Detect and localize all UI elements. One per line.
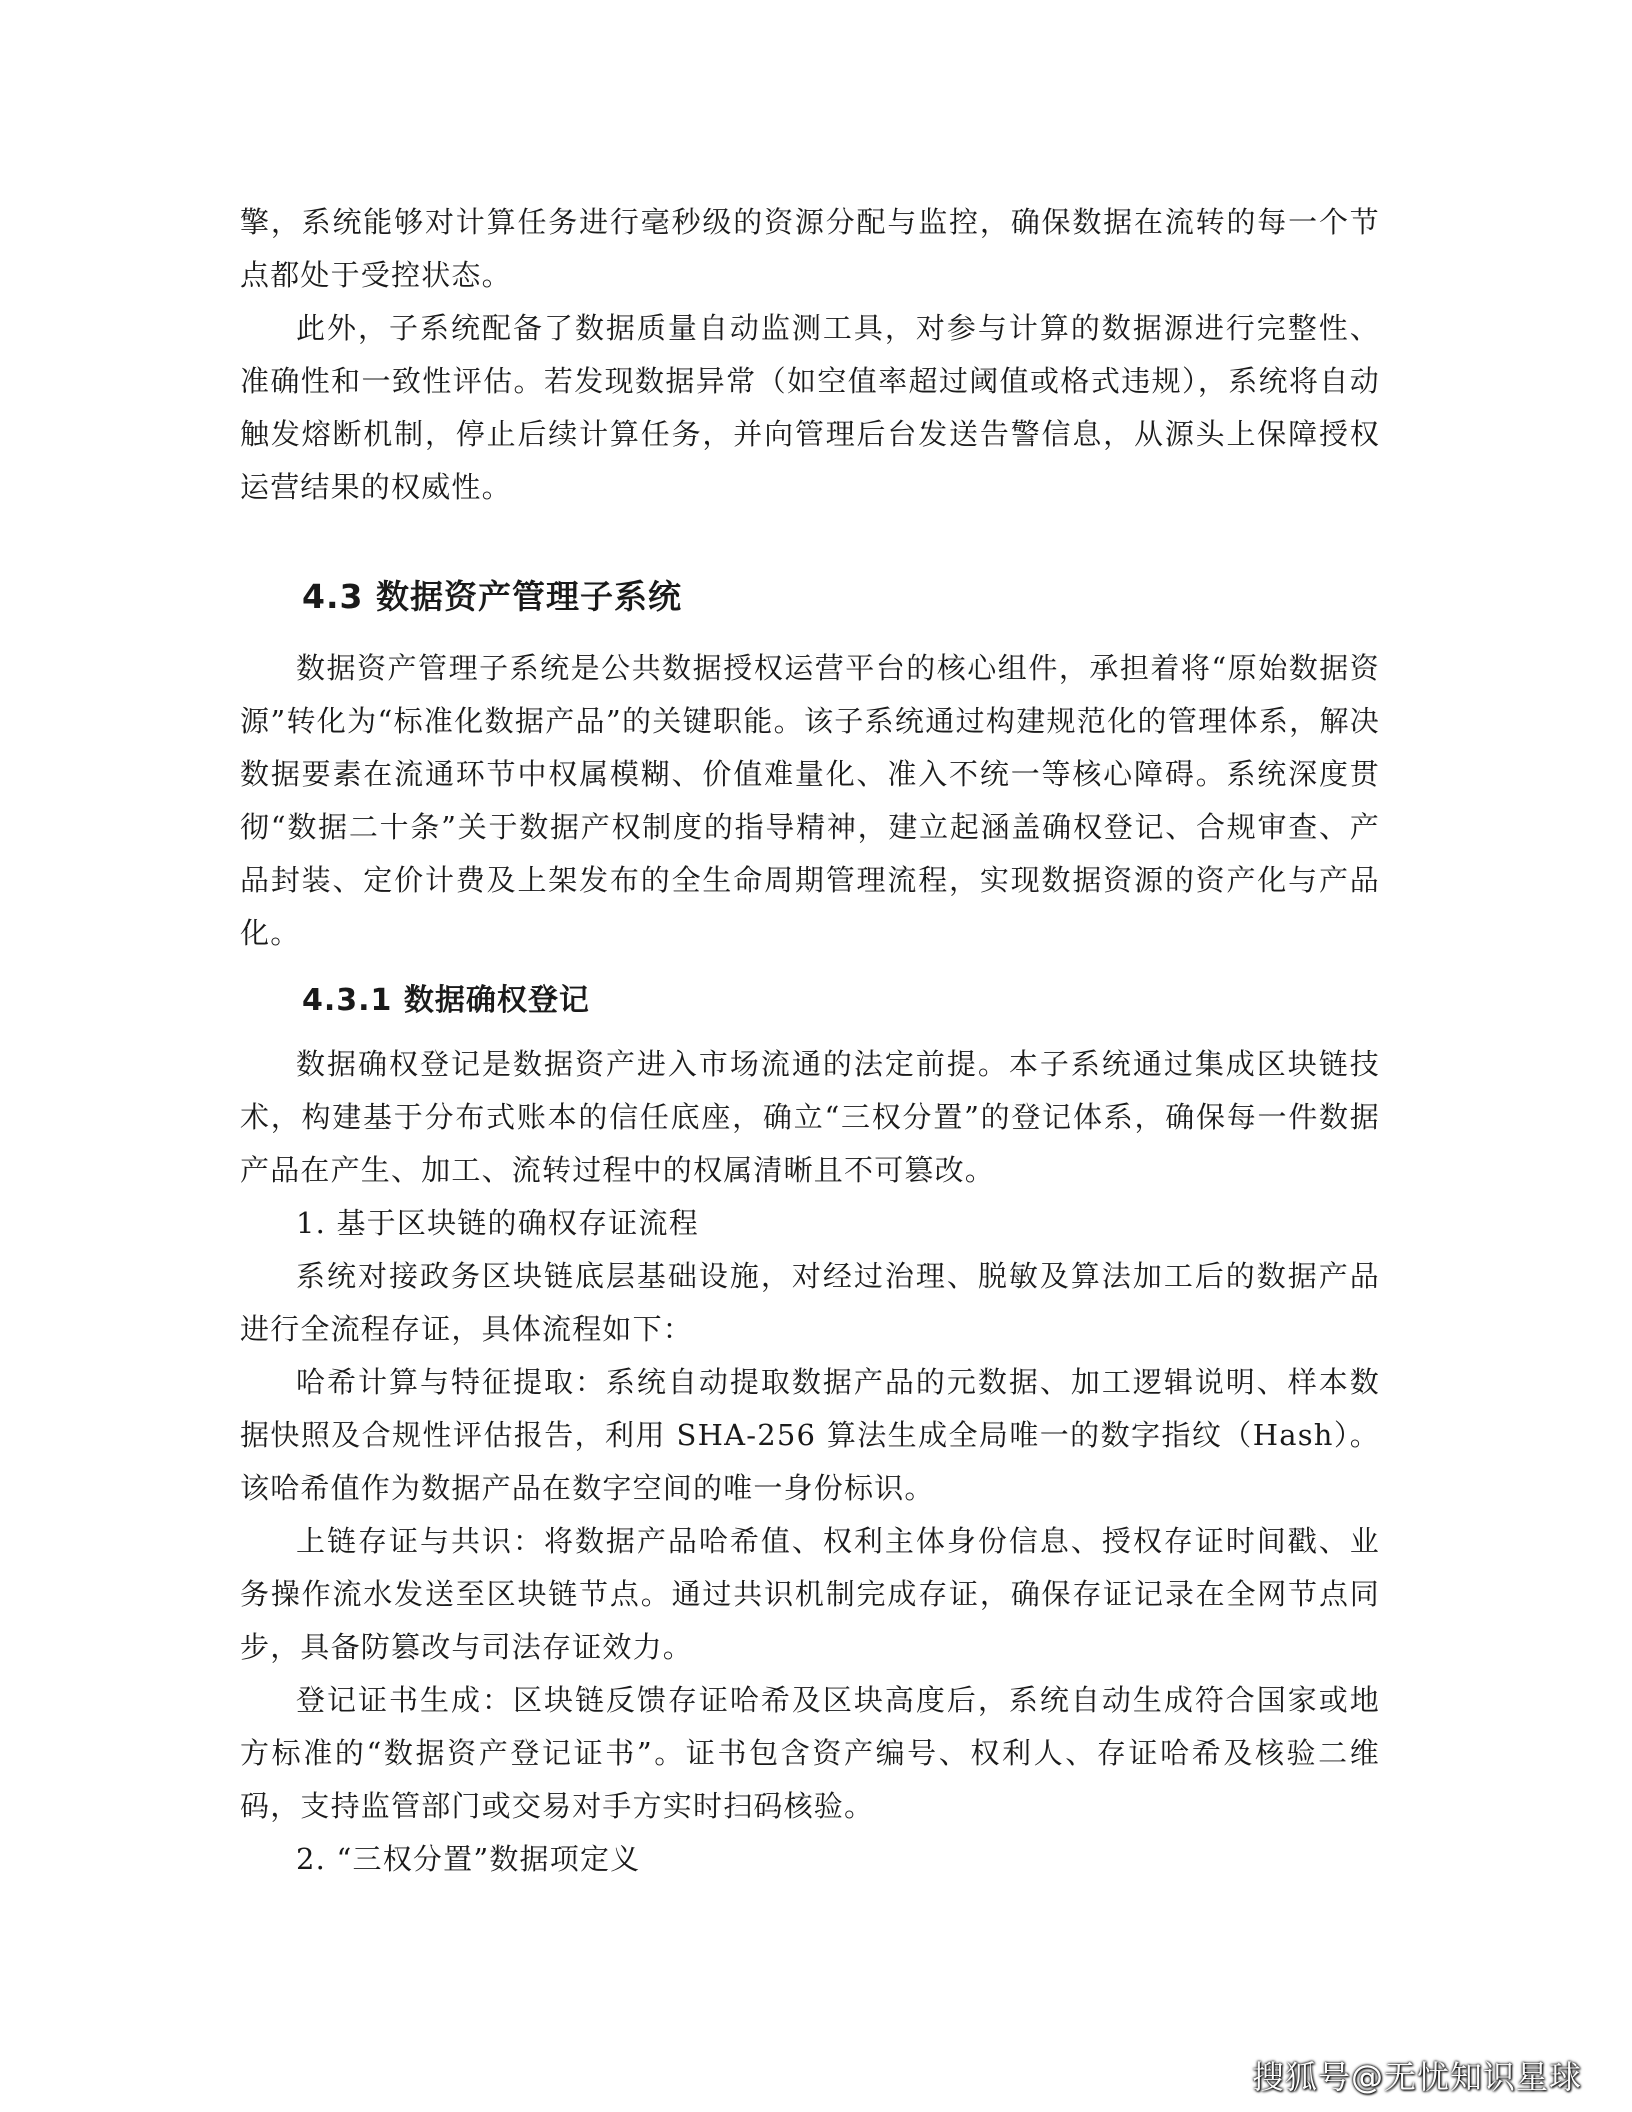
subsection-heading: 4.3.1 数据确权登记 <box>302 983 590 1018</box>
list-item-1-intro: 系统对接政务区块链底层基础设施，对经过治理、脱敏及算法加工后的数据产品进行全流程存证，具体流程如下： <box>240 1259 1380 1346</box>
document-content <box>240 196 1380 1886</box>
paragraph-data-quality: 此外，子系统配备了数据质量自动监测工具，对参与计算的数据源进行完整性、准确性和一致性评估。若发现数据异常（如空值率超过阈值或格式违规），系统将自动触发熔断机制，停止后续计算任务，并向管理后台发送告警信息，从源头上保障授权运营结果的权威性。 <box>240 311 1380 504</box>
list-item-1-title: 1. 基于区块链的确权存证流程 <box>296 1206 699 1240</box>
list-item-2-title: 2. “三权分置”数据项定义 <box>296 1842 641 1876</box>
step-chain-paragraph: 上链存证与共识：将数据产品哈希值、权利主体身份信息、授权存证时间戳、业务操作流水发送至区块链节点。通过共识机制完成存证，确保存证记录在全网节点同步，具备防篡改与司法存证效力。 <box>240 1524 1380 1664</box>
step-hash-paragraph: 哈希计算与特征提取：系统自动提取数据产品的元数据、加工逻辑说明、样本数据快照及合规性评估报告，利用 SHA-256 算法生成全局唯一的数字指纹（Hash）。该哈希值作为数据产品在数字空间的唯一身份标识。 <box>240 1365 1380 1505</box>
paragraph-continuation: 擎，系统能够对计算任务进行毫秒级的资源分配与监控，确保数据在流转的每一个节点都处于受控状态。 <box>240 205 1380 292</box>
subsection-intro-paragraph: 数据确权登记是数据资产进入市场流通的法定前提。本子系统通过集成区块链技术，构建基于分布式账本的信任底座，确立“三权分置”的登记体系，确保每一件数据产品在产生、加工、流转过程中的权属清晰且不可篡改。 <box>240 1047 1380 1187</box>
step-certificate-paragraph: 登记证书生成：区块链反馈存证哈希及区块高度后，系统自动生成符合国家或地方标准的“数据资产登记证书”。证书包含资产编号、权利人、存证哈希及核验二维码，支持监管部门或交易对手方实时扫码核验。 <box>240 1683 1380 1823</box>
watermark-text: 搜狐号@无忧知识星球 <box>1251 2058 1582 2096</box>
section-intro-paragraph: 数据资产管理子系统是公共数据授权运营平台的核心组件，承担着将“原始数据资源”转化为“标准化数据产品”的关键职能。该子系统通过构建规范化的管理体系，解决数据要素在流通环节中权属模糊、价值难量化、准入不统一等核心障碍。系统深度贯彻“数据二十条”关于数据产权制度的指导精神，建立起涵盖确权登记、合规审查、产品封装、定价计费及上架发布的全生命周期管理流程，实现数据资源的资产化与产品化。 <box>240 651 1380 950</box>
section-heading: 4.3 数据资产管理子系统 <box>302 577 682 616</box>
